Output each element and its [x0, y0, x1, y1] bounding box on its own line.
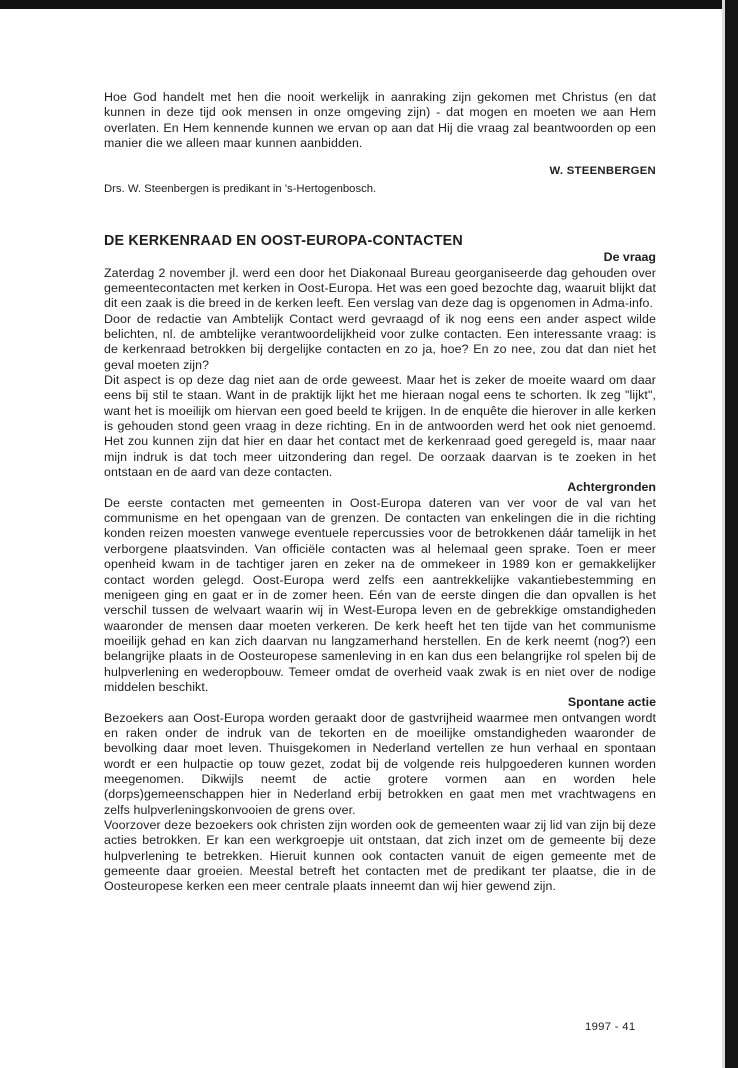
paragraph: Voorzover deze bezoekers ook christen zijn worden ook de gemeenten waar zij lid van zijn bij deze acties betrokken. Er kan een werkgroepje uit ontstaan, dat zich inzet om de gemeente bij deze hulpverlening te betrekken. Hieruit kunnen ook contacten vanuit de eigen gemeente met de gemeente daar groeien. Meestal betreft het contacten met de predikant ter plaatse, die in de Oosteuropese kerken een meer centrale plaats inneemt dan wij hier gewend zijn. [104, 817, 656, 894]
section-heading-spontane-actie: Spontane actie [567, 695, 656, 710]
paragraph: Door de redactie van Ambtelijk Contact werd gevraagd of ik nog eens een ander aspect wilde belichten, nl. de ambtelijke verantwoordelijkheid voor zulke contacten. Een interessante vraag: is de kerkenraad betrokken bij dergelijke contacten en zo ja, hoe? En zo nee, zou dat dan niet het geval moeten zijn? [104, 311, 656, 372]
paragraph: Zaterdag 2 november jl. werd een door het Diakonaal Bureau georganiseerde dag gehouden over gemeentecontacten met kerken in Oost-Europa. Het was een goed bezochte dag, waaruit blijkt dat dit een zaak is die breed in de kerken leeft. Een verslag van deze dag is opgenomen in Adma-info. [104, 265, 656, 311]
author-signature: W. STEENBERGEN [549, 165, 656, 178]
author-note: Drs. W. Steenbergen is predikant in 's-Hertogenbosch. [104, 183, 377, 196]
article-title: DE KERKENRAAD EN OOST-EUROPA-CONTACTEN [104, 233, 463, 250]
page-content [104, 90, 656, 895]
paragraph: De eerste contacten met gemeenten in Oost-Europa dateren van ver voor de val van het communisme en het opengaan van de grenzen. De contacten van enkelingen die in die richting konden reizen moesten vanwege eventuele repercussies voor de betrokkenen dáár tamelijk in het verborgene plaatsvinden. Van officiële contacten was al helemaal geen sprake. Toen er meer openheid kwam in de tachtiger jaren en zeker na de ommekeer in 1989 kon er gemakkelijker contact worden gelegd. Oost-Europa werd zelfs een aantrekkelijke vakantiebestemming en menigeen ging en gaat er in de zomer heen. Eén van de eerste dingen die dan opvallen is het verschil tussen de welvaart waarin wij in West-Europa leven en de gebrekkige omstandigheden waaronder de mensen daar moeten verkeren. De kerk heeft het ten tijde van het communisme moeilijk gehad en kan zich daarvan nu langzamerhand herstellen. En de kerk neemt (nog?) een belangrijke plaats in de Oosteuropese samenleving in en kan dus een belangrijke rol spelen bij de hulpverlening en wederopbouw. Temeer omdat de overheid vaak zwak is en niet over de nodige middelen beschikt. [104, 495, 656, 694]
intro-paragraph: Hoe God handelt met hen die nooit werkelijk in aanraking zijn gekomen met Christus (en dat kunnen in deze tijd ook mensen in onze omgeving zijn) - dat mogen en moeten we aan Hem overlaten. En Hem kennende kunnen we ervan op aan dat Hij die vraag zal beantwoorden op een manier die we alleen maar kunnen aanbidden. [104, 90, 656, 151]
scan-right-edge [725, 0, 738, 1068]
page-number: 1997 - 41 [585, 1021, 636, 1033]
paragraph: Dit aspect is op deze dag niet aan de orde geweest. Maar het is zeker de moeite waard om daar eens bij stil te staan. Want in de praktijk lijkt het me hieraan nogal eens te schorten. Ik zeg "lijkt", want het is moeilijk om hiervan een goed beeld te krijgen. In de enquête die hierover in alle kerken is gehouden stond geen vraag in deze richting. En in de antwoorden werd het ook niet genoemd. Het zou kunnen zijn dat hier en daar het contact met de kerkenraad goed geregeld is, maar naar mijn indruk is dat toch meer uitzondering dan regel. De oorzaak daarvan is te zoeken in het ontstaan en de aard van deze contacten. [104, 373, 656, 480]
section-heading-achtergronden: Achtergronden [567, 480, 656, 495]
paragraph: Bezoekers aan Oost-Europa worden geraakt door de gastvrijheid waarmee men ontvangen wordt en raken onder de indruk van de tekorten en de moeilijke omstandigheden waaronder de bevolking daar moet leven. Thuisgekomen in Nederland vertellen ze hun verhaal en spontaan wordt er een hulpactie op touw gezet, zodat bij de volgende reis hulpgoederen kunnen worden meegenomen. Dikwijls neemt de actie grotere vormen aan en worden hele (dorps)gemeenschappen hier in Nederland erbij betrokken en gaat men met vrachtwagens en zelfs hulpverleningskonvooien de grens over. [104, 710, 656, 817]
section-heading-de-vraag: De vraag [603, 250, 656, 265]
scan-top-edge [0, 0, 738, 9]
